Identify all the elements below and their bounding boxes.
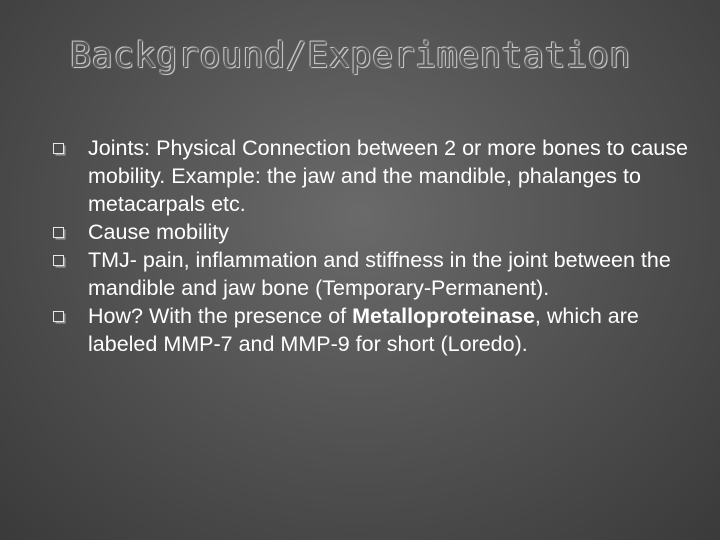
slide-title: Background/Experimentation <box>70 36 631 76</box>
square-bullet-icon <box>53 143 64 154</box>
bullet-item <box>50 302 690 358</box>
square-bullet-icon <box>53 227 64 238</box>
bullet-text-suffix: , which are labeled MMP-7 and MMP-9 for short (Loredo). <box>88 304 639 356</box>
bullet-item <box>50 218 690 246</box>
bullet-bold-term: Metalloproteinase <box>352 304 535 328</box>
bullet-text-prefix: How? With the presence of <box>88 304 353 328</box>
bullet-text: TMJ- pain, inflammation and stiffness in the joint between the mandible and jaw bone (Temporary-Permanent). <box>88 248 671 300</box>
bullet-item <box>50 134 690 218</box>
bullet-item <box>50 246 690 302</box>
bullet-text: Joints: Physical Connection between 2 or more bones to cause mobility. Example: the jaw and the mandible, phalanges to metacarpals etc. <box>88 136 688 216</box>
bullet-list <box>50 134 690 358</box>
bullet-text: Cause mobility <box>88 220 229 244</box>
square-bullet-icon <box>53 255 64 266</box>
square-bullet-icon <box>53 311 64 322</box>
